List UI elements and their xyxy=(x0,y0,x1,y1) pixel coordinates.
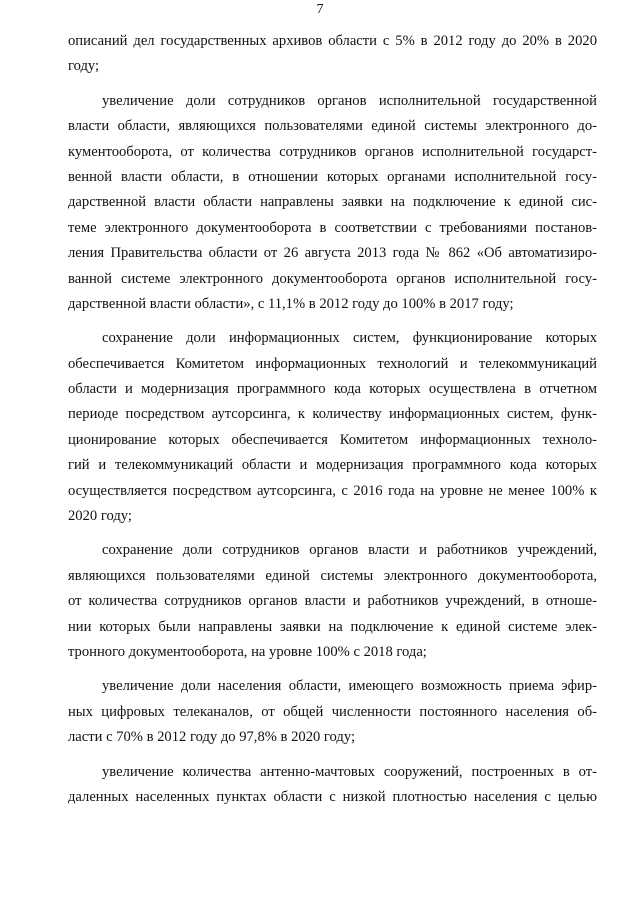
paragraph xyxy=(68,760,597,811)
text-line: теме электронного документооборота в соответствии с требованиями постанов- xyxy=(68,219,597,236)
paragraph xyxy=(68,29,597,80)
paragraph-gap xyxy=(68,665,597,674)
paragraph xyxy=(68,89,597,318)
paragraph-gap xyxy=(68,751,597,760)
text-line: являющихся пользователями единой системы электронного документооборота, xyxy=(68,567,597,584)
text-line: области и модернизация программного кода которых осуществлена в отчетном xyxy=(68,381,597,398)
paragraph-gap xyxy=(68,80,597,89)
text-line: сохранение доли информационных систем, функционирование которых xyxy=(102,330,597,347)
paragraph xyxy=(68,326,597,529)
text-line: ления Правительства области от 26 августа 2013 года № 862 «Об автоматизиро- xyxy=(68,245,597,262)
text-line: дарственной власти области», с 11,1% в 2012 году до 100% в 2017 году; xyxy=(68,295,514,312)
text-line: ционирование которых обеспечивается Комитетом информационных техноло- xyxy=(68,431,597,448)
page-number: 7 xyxy=(316,2,324,17)
text-line: увеличение доли сотрудников органов исполнительной государственной xyxy=(102,92,597,109)
paragraph xyxy=(68,674,597,750)
text-line: ванной системе электронного документооборота органов исполнительной госу- xyxy=(68,270,597,287)
paragraph-gap xyxy=(68,529,597,538)
text-line: ных цифровых телеканалов, от общей численности постоянного населения об- xyxy=(68,703,597,720)
text-line: осуществляется посредством аутсорсинга, с 2016 года на уровне не менее 100% к xyxy=(68,482,597,499)
text-line: венной власти области, в отношении которых органами исполнительной госу- xyxy=(68,168,597,185)
text-line: описаний дел государственных архивов области с 5% в 2012 году до 20% в 2020 xyxy=(68,33,597,49)
text-line: 2020 году; xyxy=(68,508,132,525)
text-line: увеличение доли населения области, имеющего возможность приема эфир- xyxy=(102,678,597,695)
text-line: году; xyxy=(68,58,100,75)
text-line: обеспечивается Комитетом информационных технологий и телекоммуникаций xyxy=(68,355,597,372)
paragraph xyxy=(68,538,597,665)
text-line: от количества сотрудников органов власти и работников учреждений, в отноше- xyxy=(68,593,597,610)
text-line: кументооборота, от количества сотрудников органов исполнительной государст- xyxy=(68,143,597,160)
text-line: периоде посредством аутсорсинга, к количеству информационных систем, функ- xyxy=(68,406,597,423)
text-line: нии которых были направлены заявки на подключение к единой системе элек- xyxy=(68,618,597,635)
paragraph-gap xyxy=(68,317,597,326)
text-line: власти области, являющихся пользователями единой системы электронного до- xyxy=(68,118,597,135)
text-line: даленных населенных пунктах области с низкой плотностью населения с целью xyxy=(68,788,597,805)
text-line: сохранение доли сотрудников органов власти и работников учреждений, xyxy=(102,542,597,559)
text-line: дарственной власти области направлены заявки на подключение к единой сис- xyxy=(68,194,597,211)
document-body xyxy=(68,29,597,810)
text-line: увеличение количества антенно-мачтовых сооружений, построенных в от- xyxy=(102,763,597,780)
text-line: тронного документооборота, на уровне 100% с 2018 года; xyxy=(68,643,427,660)
text-line: гий и телекоммуникаций области и модернизация программного кода которых xyxy=(68,457,597,474)
text-line: ласти с 70% в 2012 году до 97,8% в 2020 году; xyxy=(68,729,356,746)
